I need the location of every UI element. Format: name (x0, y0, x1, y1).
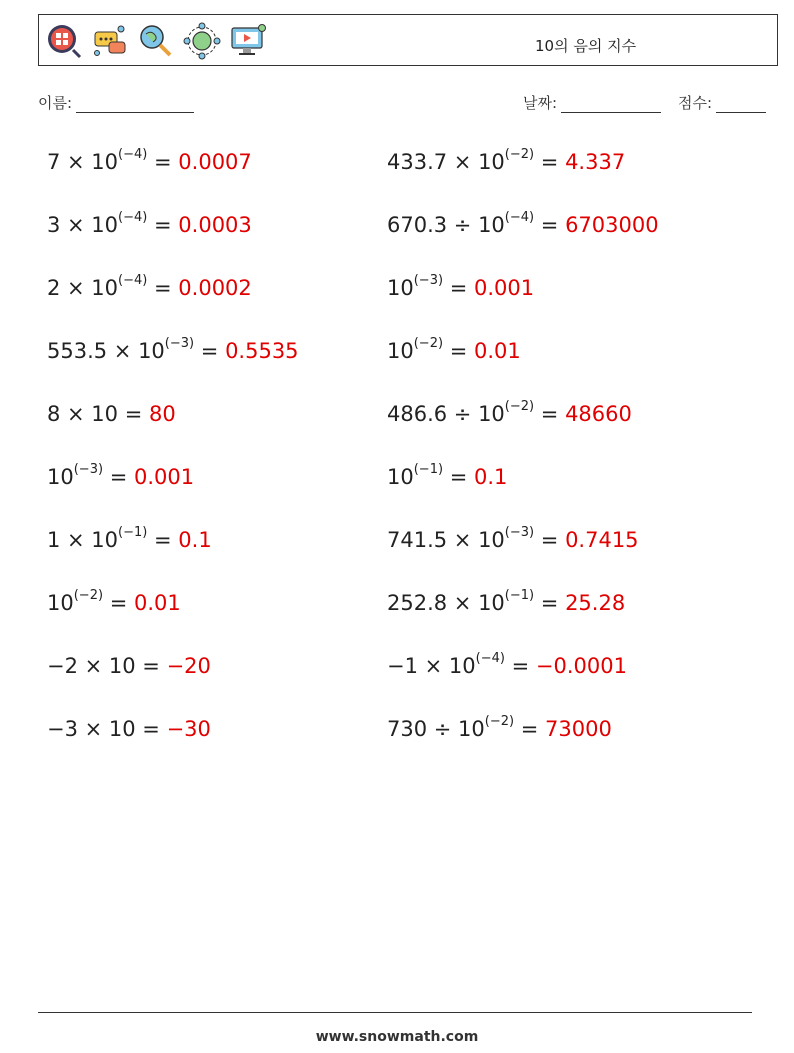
problem-answer: 0.7415 (565, 528, 639, 552)
problem-item (47, 336, 299, 363)
problem-expression: 10 (47, 591, 74, 615)
equals-sign: = (504, 654, 536, 678)
score-field (678, 92, 766, 113)
problem-answer: 4.337 (565, 150, 626, 174)
problem-exponent: (−4) (118, 210, 148, 225)
score-blank (716, 98, 766, 113)
problem-answer: 0.1 (474, 465, 508, 489)
header-box (38, 14, 778, 66)
problem-item (47, 273, 252, 300)
problem-exponent: (−2) (413, 336, 444, 351)
equals-sign: = (534, 402, 566, 426)
equals-sign: = (534, 213, 566, 237)
problem-answer: 6703000 (565, 213, 659, 237)
problem-answer: 0.0007 (178, 150, 252, 174)
problem-item (47, 462, 195, 489)
problem-exponent: (−3) (73, 462, 104, 477)
footer-divider (38, 1012, 752, 1013)
problem-item (47, 654, 211, 678)
problem-item (47, 402, 176, 426)
equals-sign: = (147, 150, 179, 174)
problem-answer: −20 (166, 654, 211, 678)
problem-exponent: (−4) (118, 273, 148, 288)
problem-answer: −0.0001 (535, 654, 627, 678)
problem-exponent: (−3) (413, 273, 444, 288)
problem-exponent: (−2) (504, 147, 535, 162)
problem-item (387, 336, 521, 363)
problem-item (387, 399, 632, 426)
problem-expression: 10 (387, 465, 414, 489)
problem-expression: 433.7 × 10 (387, 150, 505, 174)
chat-bubbles-icon (91, 22, 129, 60)
problem-answer: 0.0002 (178, 276, 252, 300)
equals-sign: = (443, 339, 474, 363)
problem-expression: 486.6 ÷ 10 (387, 402, 505, 426)
equals-sign: = (443, 465, 474, 489)
problem-expression: 553.5 × 10 (47, 339, 165, 363)
equals-sign: = (534, 591, 566, 615)
header-icons (45, 22, 267, 60)
problem-item (47, 588, 181, 615)
problem-expression: 10 (387, 276, 414, 300)
problem-answer: −30 (166, 717, 211, 741)
problem-item (47, 525, 212, 552)
problem-expression: 10 (387, 339, 414, 363)
equals-sign: = (103, 465, 134, 489)
date-blank (561, 98, 661, 113)
problem-exponent: (−2) (504, 399, 535, 414)
problem-expression: 7 × 10 (47, 150, 119, 174)
problem-exponent: (−1) (504, 588, 535, 603)
name-field (38, 92, 194, 113)
search-globe-icon (137, 22, 175, 60)
magnifier-logo-icon (45, 22, 83, 60)
problem-expression: 741.5 × 10 (387, 528, 505, 552)
problem-exponent: (−3) (504, 525, 535, 540)
problem-answer: 0.01 (134, 591, 181, 615)
equals-sign: = (147, 213, 179, 237)
problem-answer: 0.5535 (225, 339, 299, 363)
problem-expression: 252.8 × 10 (387, 591, 505, 615)
problem-expression: 2 × 10 (47, 276, 119, 300)
equals-sign: = (135, 654, 167, 678)
problem-exponent: (−4) (118, 147, 148, 162)
problem-expression: −1 × 10 (387, 654, 476, 678)
worksheet-title: 10의 음의 지수 (535, 37, 637, 55)
problem-expression: 1 × 10 (47, 528, 119, 552)
equals-sign: = (194, 339, 226, 363)
equals-sign: = (118, 402, 149, 426)
problem-expression: 3 × 10 (47, 213, 119, 237)
equals-sign: = (103, 591, 134, 615)
problem-item (47, 210, 252, 237)
equals-sign: = (147, 276, 179, 300)
problem-item (387, 714, 612, 741)
problem-expression: 10 (47, 465, 74, 489)
problem-item (387, 147, 626, 174)
problem-answer: 0.001 (134, 465, 195, 489)
name-label: 이름: (38, 94, 73, 112)
date-field (523, 92, 661, 113)
equals-sign: = (514, 717, 546, 741)
equals-sign: = (147, 528, 179, 552)
monitor-video-icon (229, 22, 267, 60)
score-label: 점수: (678, 94, 713, 112)
problem-exponent: (−3) (164, 336, 195, 351)
problem-item (47, 717, 211, 741)
equals-sign: = (135, 717, 167, 741)
problem-answer: 80 (148, 402, 176, 426)
problem-item (387, 525, 639, 552)
problem-exponent: (−2) (484, 714, 515, 729)
problem-item (387, 273, 535, 300)
problem-expression: −2 × 10 (47, 654, 136, 678)
problem-exponent: (−2) (73, 588, 104, 603)
problem-expression: 670.3 ÷ 10 (387, 213, 505, 237)
problem-answer: 0.0003 (178, 213, 252, 237)
name-blank (76, 98, 194, 113)
equals-sign: = (534, 150, 566, 174)
date-label: 날짜: (523, 94, 558, 112)
problem-answer: 0.001 (474, 276, 535, 300)
problem-item (387, 462, 508, 489)
problem-item (387, 210, 659, 237)
equals-sign: = (443, 276, 474, 300)
problem-item (387, 588, 626, 615)
problem-item (387, 651, 627, 678)
problem-expression: −3 × 10 (47, 717, 136, 741)
problem-expression: 730 ÷ 10 (387, 717, 485, 741)
problem-answer: 73000 (545, 717, 612, 741)
problem-exponent: (−1) (118, 525, 148, 540)
problem-exponent: (−1) (413, 462, 444, 477)
problem-answer: 25.28 (565, 591, 626, 615)
network-globe-icon (183, 22, 221, 60)
problem-exponent: (−4) (504, 210, 535, 225)
problem-expression: 8 × 10 (47, 402, 119, 426)
problem-item (47, 147, 252, 174)
footer-url: www.snowmath.com (315, 1029, 479, 1045)
problem-exponent: (−4) (475, 651, 505, 666)
equals-sign: = (534, 528, 566, 552)
problem-answer: 0.1 (178, 528, 212, 552)
problem-answer: 48660 (565, 402, 632, 426)
problem-answer: 0.01 (474, 339, 521, 363)
